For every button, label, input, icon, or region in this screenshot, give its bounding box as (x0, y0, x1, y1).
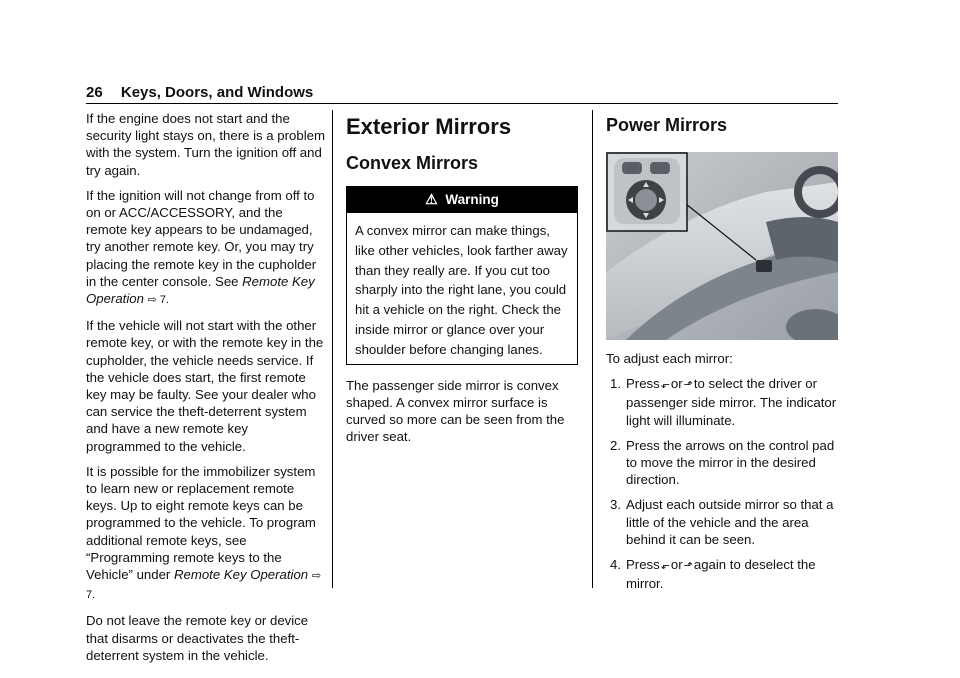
cross-reference-link[interactable]: Remote Key Operation (86, 273, 315, 307)
step-text: or (670, 557, 683, 573)
cross-reference-link[interactable]: Remote Key Operation (173, 567, 309, 583)
step-text: Press (626, 376, 660, 392)
page-reference[interactable]: ⇨ 7. (86, 570, 322, 602)
warning-box (346, 186, 578, 365)
step-text: or (670, 376, 683, 392)
warning-icon: ⚠ (425, 191, 438, 207)
column-2 (346, 110, 578, 453)
paragraph-text: If the ignition will not change from off to on or ACC/ACCESSORY, and the remote key appears to be undamaged, try another remote key. Or, you may try placing the remote key in the cupholder in the center console. See (86, 187, 317, 289)
step-number: 3. (610, 497, 621, 513)
subsection-heading: Convex Mirrors (346, 153, 479, 173)
list-item (606, 375, 838, 429)
paragraph: If the engine does not start and the security light stays on, there is a problem with the system. Turn the ignition off and try again. (86, 111, 325, 178)
right-mirror-icon: ⬏ (683, 379, 693, 392)
step-text: Press (626, 557, 660, 573)
paragraph (86, 463, 326, 605)
warning-body: A convex mirror can make things, like other vehicles, look farther away than they really are. If you cut too sharply into the right lane, you could hit a vehicle on the right. Check the inside mirror or glance over your shoulder before changing lanes. (355, 223, 568, 357)
power-mirror-control-photo (606, 152, 838, 340)
column-divider-2 (592, 110, 593, 588)
paragraph: To adjust each mirror: (606, 351, 733, 366)
left-mirror-icon: ⬐ (660, 560, 670, 573)
step-text: Press the arrows on the control pad to move the mirror in the desired direction. (626, 437, 835, 488)
page-reference[interactable]: ⇨ 7. (147, 294, 170, 307)
left-mirror-icon: ⬐ (660, 379, 670, 392)
instruction-list (606, 375, 838, 592)
paragraph: If the vehicle will not start with the other remote key, or with the remote key in the cupholder, the vehicle needs service. If the vehicle does start, the first remote key may be faulty. See your dealer who can service the theft-deterrent system and have a new remote key programmed to the vehicle. (86, 318, 324, 454)
paragraph: The passenger side mirror is convex shaped. A convex mirror surface is curved so more can be seen from the driver seat. (346, 377, 565, 445)
paragraph (86, 187, 326, 309)
running-header (86, 84, 313, 101)
column-1 (86, 110, 326, 672)
step-text: Adjust each outside mirror so that a little of the vehicle and the area behind it can be seen. (626, 497, 834, 547)
step-number: 1. (610, 376, 621, 392)
list-item (606, 496, 838, 548)
step-text: to select the driver or passenger side mirror. The indicator light will illuminate. (626, 376, 837, 428)
step-number: 4. (610, 557, 621, 573)
paragraph: Do not leave the remote key or device that disarms or deactivates the theft-deterrent system in the vehicle. (86, 613, 309, 663)
subsection-heading: Power Mirrors (606, 115, 728, 135)
list-item (606, 556, 838, 592)
column-divider-1 (332, 110, 333, 588)
paragraph-text: It is possible for the immobilizer system to learn new or replacement remote keys. Up to eight remote keys can be programmed to the vehicle. To program additional remote keys, see “Programming remote keys to the Vehicle” under (86, 463, 316, 583)
step-text: again to deselect the mirror. (626, 557, 816, 592)
warning-title: Warning (445, 192, 499, 207)
section-heading: Exterior Mirrors (346, 114, 512, 139)
step-number: 2. (610, 437, 621, 453)
section-title: Keys, Doors, and Windows (120, 84, 314, 101)
right-mirror-icon: ⬏ (683, 560, 693, 573)
list-item (606, 437, 838, 489)
page-number: 26 (86, 84, 103, 101)
column-3 (606, 110, 838, 600)
header-rule (86, 103, 838, 104)
warning-header (347, 187, 577, 213)
